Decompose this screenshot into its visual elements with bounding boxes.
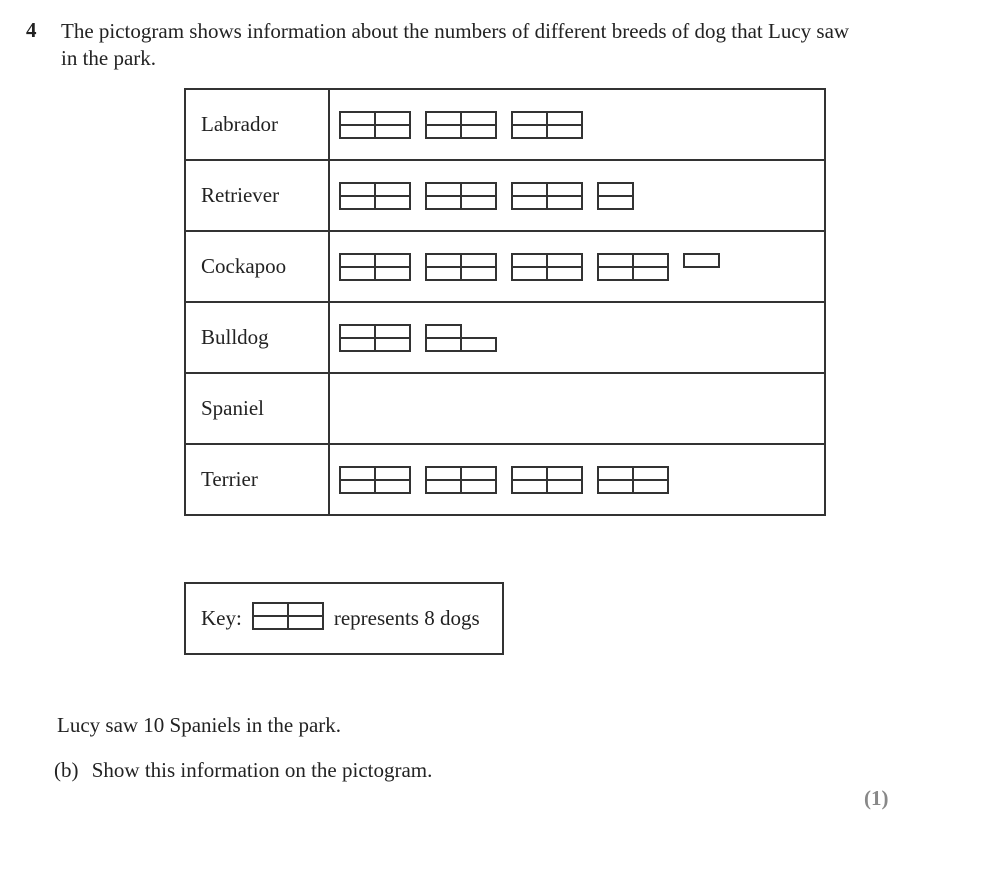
full-symbol-icon [597, 466, 669, 494]
symbols-cell [329, 231, 825, 302]
pictogram-row-cockapoo [185, 231, 825, 302]
breed-label: Labrador [185, 89, 329, 160]
symbol-group [330, 445, 824, 514]
full-symbol-icon [425, 466, 497, 494]
symbol-group [330, 161, 824, 230]
half-symbol-icon [597, 182, 634, 210]
full-symbol-icon [339, 466, 411, 494]
full-symbol-icon [252, 602, 324, 630]
full-symbol-icon [339, 324, 411, 352]
full-symbol-icon [597, 253, 669, 281]
full-symbol-icon [511, 253, 583, 281]
pictogram-row-labrador [185, 89, 825, 160]
full-symbol-icon [511, 111, 583, 139]
full-symbol-icon [339, 253, 411, 281]
key-box [184, 582, 504, 655]
pictogram-row-bulldog [185, 302, 825, 373]
full-symbol-icon [511, 466, 583, 494]
full-symbol-icon [425, 111, 497, 139]
pictogram-row-terrier [185, 444, 825, 515]
question-intro: The pictogram shows information about the numbers of different breeds of dog that Lucy saw in the park. [61, 19, 850, 70]
breed-label: Bulldog [185, 302, 329, 373]
full-symbol-icon [511, 182, 583, 210]
symbol-group [330, 374, 824, 443]
full-symbol-icon [425, 253, 497, 281]
symbols-cell[interactable] [329, 373, 825, 444]
marks-indicator: (1) [864, 786, 889, 810]
question-number: 4 [26, 18, 37, 42]
symbols-cell [329, 302, 825, 373]
part-b-text: Show this information on the pictogram. [91, 758, 433, 782]
spaniel-statement: Lucy saw 10 Spaniels in the park. [57, 713, 342, 737]
three-quarter-symbol-icon [425, 324, 497, 352]
symbols-cell [329, 444, 825, 515]
pictogram-table [184, 88, 826, 516]
breed-label: Spaniel [185, 373, 329, 444]
symbol-group [330, 303, 824, 372]
part-b-letter: (b) [54, 758, 79, 782]
full-symbol-icon [425, 182, 497, 210]
quarter-symbol-icon [683, 253, 720, 281]
part-b [54, 758, 432, 783]
breed-label: Retriever [185, 160, 329, 231]
pictogram-row-spaniel [185, 373, 825, 444]
full-symbol-icon [339, 111, 411, 139]
key-label: Key: [201, 606, 242, 630]
symbols-cell [329, 160, 825, 231]
key-text: represents 8 dogs [333, 606, 480, 630]
symbols-cell [329, 89, 825, 160]
symbol-group [330, 90, 824, 159]
breed-label: Cockapoo [185, 231, 329, 302]
pictogram-row-retriever [185, 160, 825, 231]
pictogram-body [185, 89, 825, 515]
breed-label: Terrier [185, 444, 329, 515]
full-symbol-icon [339, 182, 411, 210]
key-symbol [252, 602, 324, 636]
symbol-group [330, 232, 824, 301]
